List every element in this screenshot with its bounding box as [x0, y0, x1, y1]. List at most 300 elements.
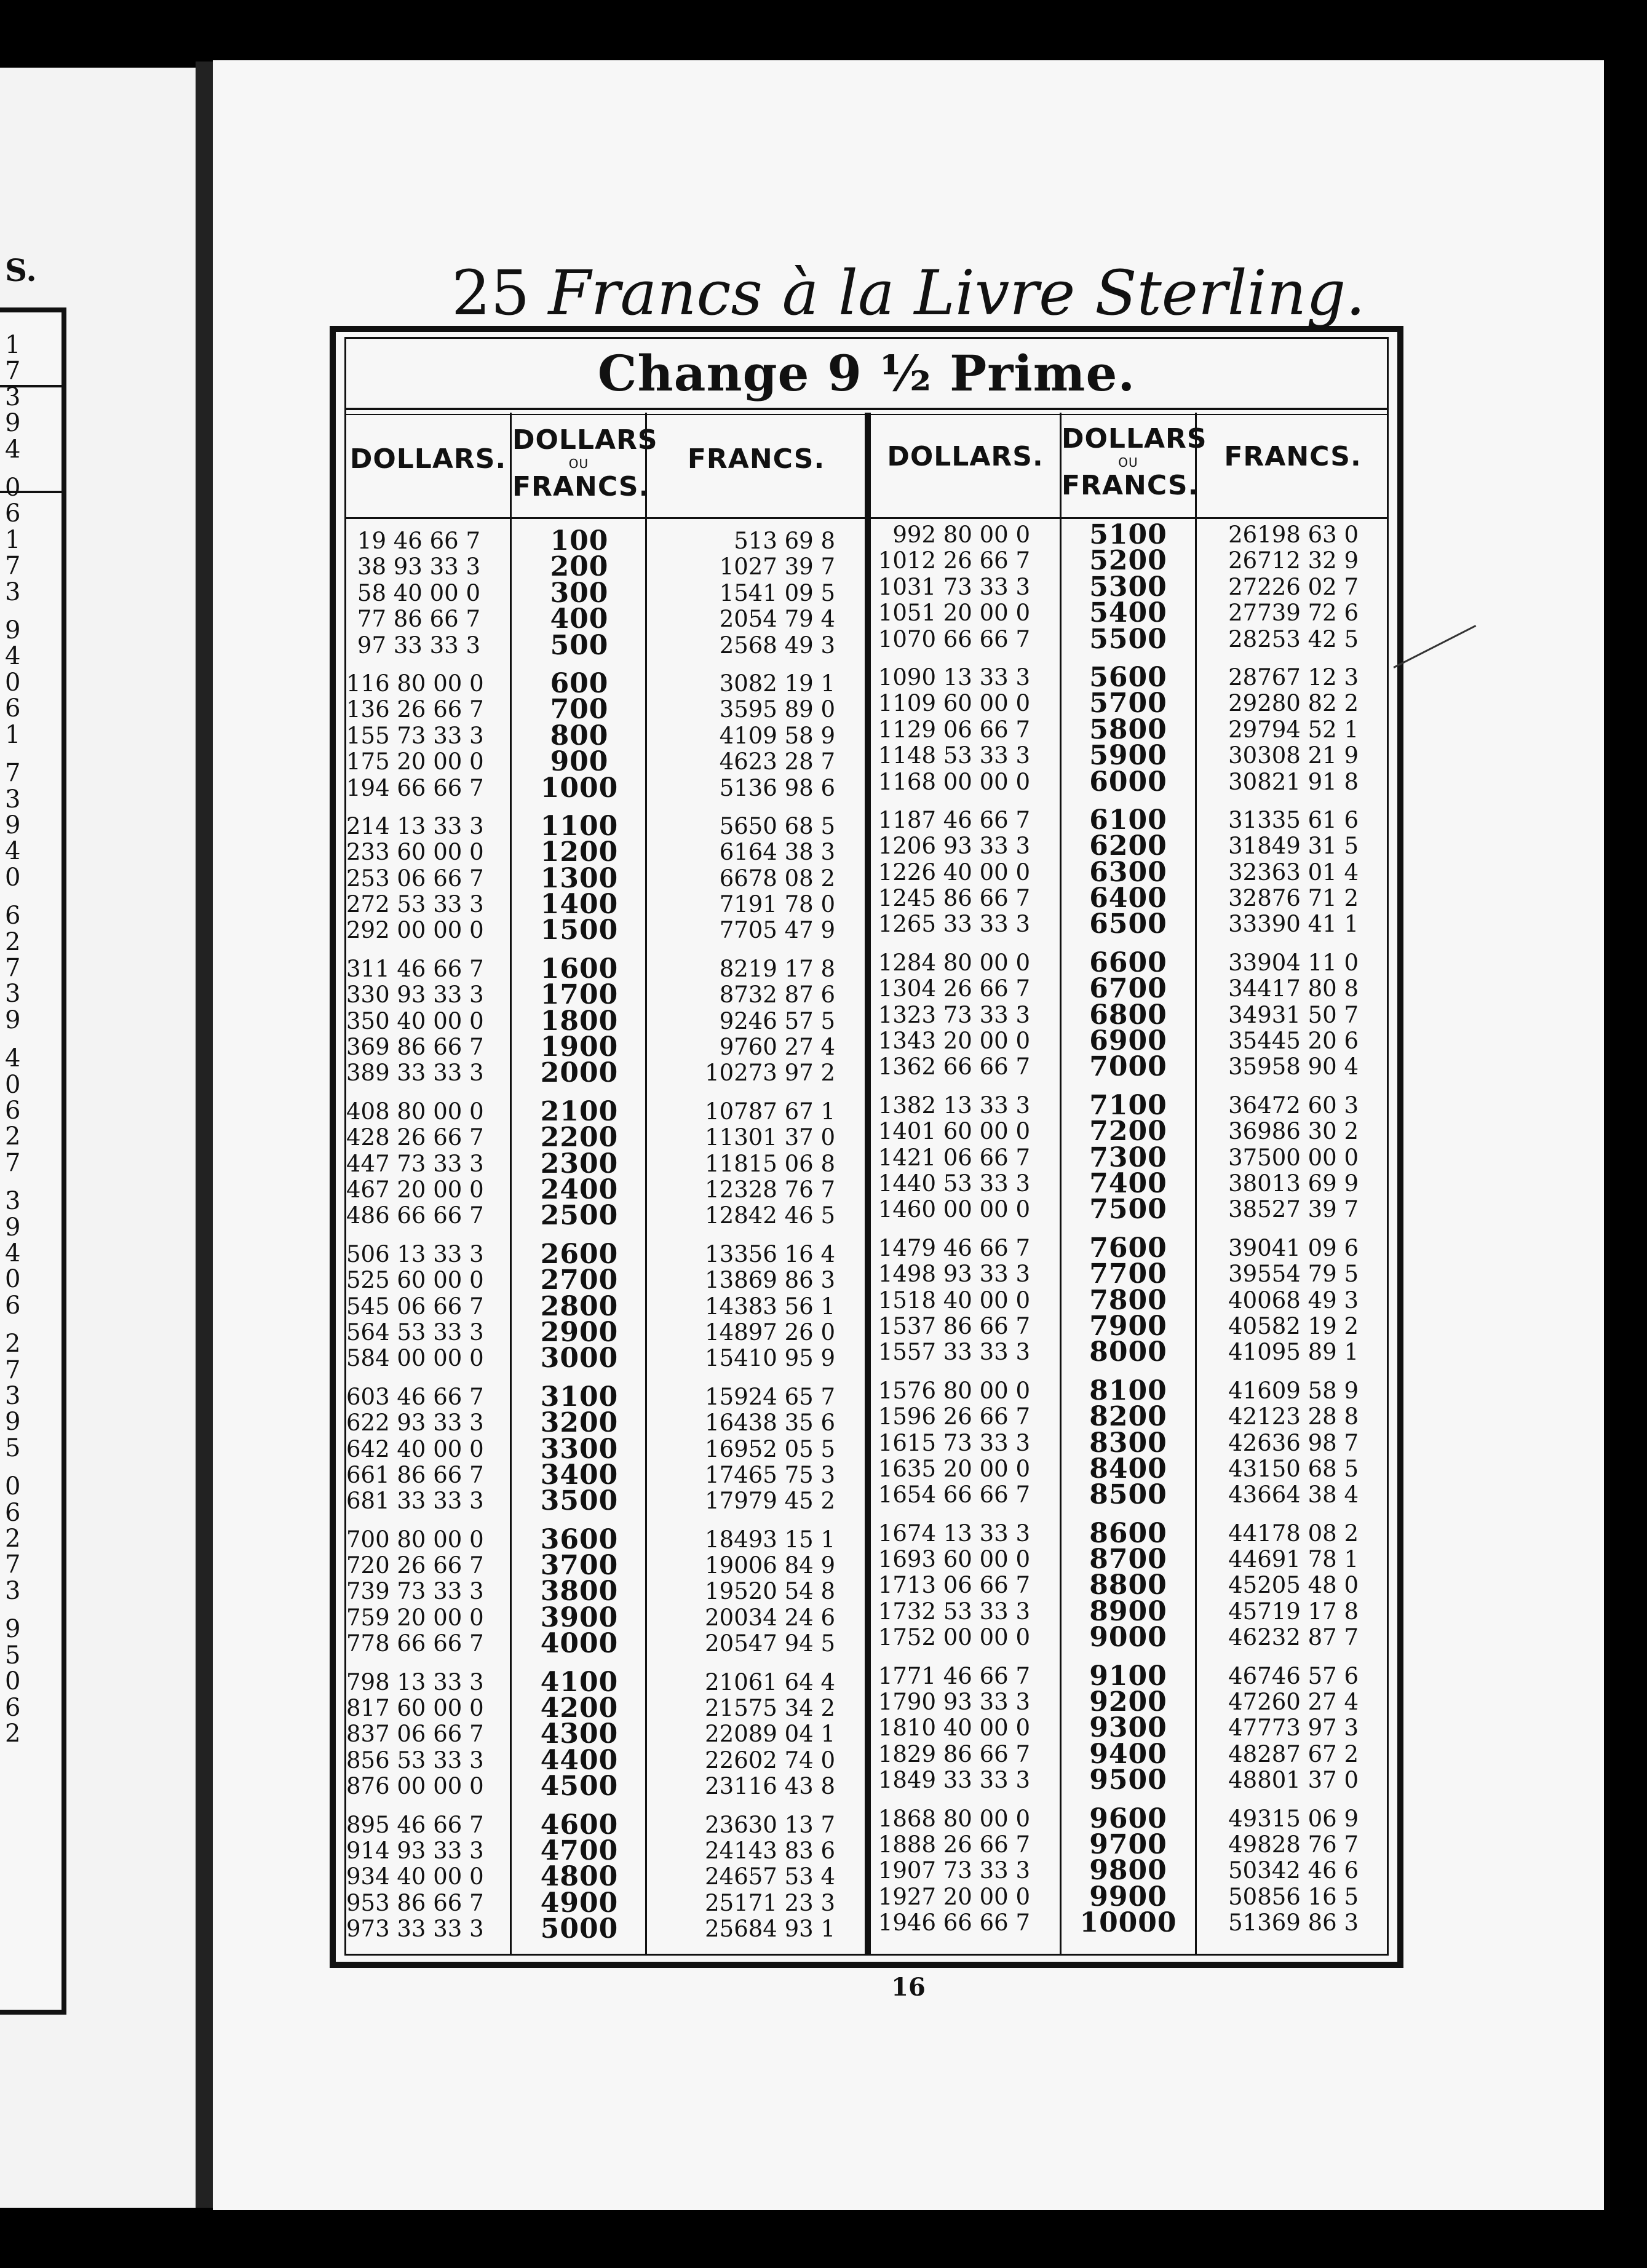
table-cell: 3900 [540, 1601, 619, 1633]
adjacent-digit: 4 [5, 1239, 21, 1267]
table-cell: 5800 [1089, 713, 1167, 745]
table-cell: 17465 75 3 [705, 1461, 835, 1488]
table-cell: 4300 [540, 1718, 619, 1750]
table-cell: 1300 [540, 862, 619, 894]
table-cell: 9900 [1089, 1881, 1167, 1913]
table-cell: 27739 72 6 [1228, 600, 1359, 627]
table-cell: 1800 [540, 1005, 619, 1037]
table-cell: 1129 06 66 7 [878, 716, 1030, 743]
adjacent-digit: 2 [5, 1719, 21, 1748]
table-cell: 19006 84 9 [705, 1552, 835, 1579]
table-cell: 4900 [540, 1887, 619, 1919]
table-cell: 400 [550, 603, 609, 635]
table-cell: 1576 80 00 0 [878, 1377, 1030, 1404]
table-cell: 12328 76 7 [705, 1176, 835, 1203]
table-cell: 23630 13 7 [705, 1811, 835, 1838]
row-group [346, 671, 495, 801]
adjacent-digit: 7 [5, 357, 21, 386]
table-cell: 44178 08 2 [1228, 1520, 1359, 1547]
table-cell: 1713 06 66 7 [878, 1572, 1030, 1599]
page-title [213, 257, 1604, 329]
table-cell: 1927 20 00 0 [878, 1883, 1030, 1910]
table-cell: 6900 [1089, 1025, 1167, 1057]
table-cell: 7700 [1089, 1258, 1167, 1290]
table-cell: 1500 [540, 914, 619, 946]
table-cell: 214 13 33 3 [346, 812, 484, 839]
header-francs-bottom: FRANCS. [512, 471, 650, 502]
row-group [871, 807, 1045, 938]
adjacent-digit: 3 [5, 785, 21, 814]
table-cell: 6000 [1089, 766, 1167, 798]
column-header-francs-right: FRANCS. [1224, 441, 1362, 472]
table-cell: 2600 [540, 1238, 619, 1270]
row-group [871, 950, 1045, 1080]
table-cell: 1168 00 00 0 [878, 768, 1030, 795]
table-cell: 17979 45 2 [705, 1488, 835, 1515]
table-cell: 253 06 66 7 [346, 865, 484, 892]
adjacent-digit: 0 [5, 1472, 21, 1501]
adjacent-digit: 3 [5, 577, 21, 606]
adjacent-digit: 0 [5, 1265, 21, 1294]
table-cell: 5136 98 6 [719, 774, 835, 801]
table-cell: 2054 79 4 [719, 606, 835, 633]
table-cell: 155 73 33 3 [346, 722, 484, 749]
table-cell: 26198 63 0 [1228, 521, 1359, 548]
table-cell: 1541 09 5 [719, 579, 835, 606]
table-cell: 4400 [540, 1744, 619, 1776]
table-cell: 21061 64 4 [705, 1668, 835, 1695]
row-group [1062, 1660, 1195, 1796]
table-cell: 408 80 00 0 [346, 1098, 484, 1125]
table-cell: 856 53 33 3 [346, 1747, 484, 1774]
table-cell: 9300 [1089, 1712, 1167, 1744]
table-cell: 513 69 8 [734, 528, 835, 554]
table-cell: 1810 40 00 0 [878, 1715, 1030, 1742]
adjacent-digit: 6 [5, 1693, 21, 1722]
table-cell: 6300 [1089, 856, 1167, 888]
column-header-francs-left: FRANCS. [687, 443, 825, 475]
book-spine [196, 61, 213, 2208]
table-cell: 1752 00 00 0 [878, 1624, 1030, 1651]
table-cell: 9000 [1089, 1622, 1167, 1654]
table-cell: 564 53 33 3 [346, 1318, 484, 1346]
adjacent-digit: 3 [5, 1382, 21, 1411]
table-cell: 34417 80 8 [1228, 975, 1359, 1002]
adjacent-digit: 9 [5, 616, 21, 645]
row-group [648, 671, 850, 801]
table-cell: 18493 15 1 [705, 1526, 835, 1553]
table-cell: 27226 02 7 [1228, 573, 1359, 600]
table-cell: 47773 97 3 [1228, 1715, 1359, 1742]
table-cell: 1907 73 33 3 [878, 1857, 1030, 1884]
table-cell: 49828 76 7 [1228, 1831, 1359, 1858]
table-cell: 43664 38 4 [1228, 1481, 1359, 1509]
table-cell: 38013 69 9 [1228, 1170, 1359, 1197]
adjacent-digit: 6 [5, 1291, 21, 1320]
table-cell: 1888 26 66 7 [878, 1831, 1030, 1858]
adjacent-digit: 3 [5, 980, 21, 1009]
table-cell: 5200 [1089, 545, 1167, 577]
table-cell: 30821 91 8 [1228, 768, 1359, 795]
row-group [1197, 1806, 1373, 1937]
adjacent-digit: 5 [5, 1641, 21, 1670]
table-cell: 10000 [1079, 1907, 1177, 1939]
table-cell: 350 40 00 0 [346, 1007, 484, 1034]
exchange-table [330, 326, 1403, 1968]
adjacent-digit: 9 [5, 409, 21, 438]
row-group [346, 528, 495, 659]
table-cell: 31849 31 5 [1228, 833, 1359, 860]
table-cell: 681 33 33 3 [346, 1488, 484, 1515]
dollars-ou-francs-column [1062, 519, 1195, 1949]
table-cell: 2800 [540, 1290, 619, 1322]
table-cell: 4800 [540, 1861, 619, 1893]
adjacent-digit: 9 [5, 1005, 21, 1034]
adjacent-digit: 7 [5, 1550, 21, 1579]
table-cell: 37500 00 0 [1228, 1144, 1359, 1171]
adjacent-digit: 4 [5, 1044, 21, 1073]
table-cell: 1946 66 66 7 [878, 1909, 1030, 1937]
table-cell: 47260 27 4 [1228, 1689, 1359, 1716]
table-cell: 23116 43 8 [705, 1773, 835, 1800]
table-cell: 272 53 33 3 [346, 891, 484, 918]
table-cell: 10273 97 2 [705, 1060, 835, 1087]
table-cell: 116 80 00 0 [346, 670, 484, 697]
table-cell: 19 46 66 7 [357, 528, 480, 554]
adjacent-digit: 9 [5, 1408, 21, 1437]
table-cell: 1090 13 33 3 [878, 664, 1030, 691]
table-cell: 3000 [540, 1342, 619, 1374]
table-cell: 8300 [1089, 1427, 1167, 1459]
table-cell: 1829 86 66 7 [878, 1740, 1030, 1767]
table-cell: 6100 [1089, 804, 1167, 836]
table-cell: 7705 47 9 [719, 917, 835, 944]
table-cell: 6600 [1089, 946, 1167, 978]
row-group [514, 525, 645, 661]
table-cell: 25171 23 3 [705, 1889, 835, 1916]
row-group [514, 810, 645, 946]
adjacent-digit: 1 [5, 525, 21, 554]
table-cell: 175 20 00 0 [346, 748, 484, 775]
table-cell: 1479 46 66 7 [878, 1234, 1030, 1261]
column-header-dollars-left: DOLLARS. [349, 443, 507, 475]
row-group [1062, 661, 1195, 798]
table-cell: 4109 58 9 [719, 722, 835, 749]
table-cell: 389 33 33 3 [346, 1060, 484, 1087]
adjacent-digit: 6 [5, 1498, 21, 1527]
table-cell: 1868 80 00 0 [878, 1805, 1030, 1832]
table-cell: 20034 24 6 [705, 1604, 835, 1631]
adjacent-digit: 2 [5, 1525, 21, 1553]
table-cell: 1518 40 00 0 [878, 1287, 1030, 1314]
table-cell: 9760 27 4 [719, 1034, 835, 1061]
table-cell: 7600 [1089, 1232, 1167, 1264]
row-group [648, 814, 850, 944]
table-cell: 3700 [540, 1550, 619, 1582]
adjacent-digit: 9 [5, 811, 21, 839]
adjacent-digit: 4 [5, 642, 21, 671]
adjacent-page-digits [5, 332, 30, 1759]
table-cell: 32876 71 2 [1228, 885, 1359, 912]
row-group [514, 667, 645, 804]
table-cell: 5900 [1089, 740, 1167, 772]
page-number: 16 [891, 1973, 926, 2002]
table-cell: 48287 67 2 [1228, 1740, 1359, 1767]
table-cell: 1187 46 66 7 [878, 806, 1030, 833]
table-cell: 5000 [540, 1913, 619, 1945]
table-cell: 661 86 66 7 [346, 1461, 484, 1488]
adjacent-digit: 1 [5, 331, 21, 359]
table-cell: 8800 [1089, 1569, 1167, 1601]
row-group [648, 1527, 850, 1657]
francs-column [648, 528, 850, 1955]
adjacent-digit: 6 [5, 1096, 21, 1125]
table-cell: 40068 49 3 [1228, 1287, 1359, 1314]
table-cell: 700 [550, 694, 609, 726]
table-cell: 49315 06 9 [1228, 1805, 1359, 1832]
table-cell: 48801 37 0 [1228, 1767, 1359, 1794]
row-group [346, 1242, 495, 1372]
table-cell: 8900 [1089, 1595, 1167, 1627]
adjacent-digit: 2 [5, 1330, 21, 1358]
row-group [648, 1242, 850, 1372]
table-cell: 200 [550, 551, 609, 583]
table-cell: 2700 [540, 1264, 619, 1296]
table-cell: 428 26 66 7 [346, 1124, 484, 1151]
table-cell: 1674 13 33 3 [878, 1520, 1030, 1547]
row-group [1197, 1378, 1373, 1509]
dollars-column [346, 528, 495, 1955]
table-cell: 40582 19 2 [1228, 1312, 1359, 1339]
table-cell: 6200 [1089, 830, 1167, 862]
adjacent-digit: 6 [5, 694, 21, 723]
table-cell: 36472 60 3 [1228, 1092, 1359, 1119]
row-group [1062, 1802, 1195, 1939]
table-cell: 2000 [540, 1057, 619, 1089]
table-cell: 15410 95 9 [705, 1345, 835, 1372]
table-cell: 7100 [1089, 1089, 1167, 1121]
table-cell: 7200 [1089, 1116, 1167, 1148]
table-cell: 6800 [1089, 999, 1167, 1031]
table-cell: 5100 [1089, 519, 1167, 550]
adjacent-digit: 0 [5, 863, 21, 892]
table-cell: 837 06 66 7 [346, 1721, 484, 1748]
adjacent-digit: 7 [5, 1355, 21, 1384]
row-group [1062, 1232, 1195, 1368]
table-cell: 4600 [540, 1809, 619, 1841]
table-cell: 1226 40 00 0 [878, 858, 1030, 886]
row-group [648, 1384, 850, 1515]
row-group [871, 1235, 1045, 1366]
row-group [871, 1663, 1045, 1794]
table-cell: 1401 60 00 0 [878, 1118, 1030, 1145]
table-cell: 24143 83 6 [705, 1837, 835, 1864]
table-cell: 1537 86 66 7 [878, 1312, 1030, 1339]
table-cell: 600 [550, 667, 609, 699]
column-header-dollars-right: DOLLARS. [887, 441, 1044, 472]
table-cell: 4700 [540, 1834, 619, 1866]
row-group [346, 1099, 495, 1229]
row-group [1062, 804, 1195, 940]
table-cell: 9246 57 5 [719, 1007, 835, 1034]
row-group [346, 1384, 495, 1515]
table-cell: 28253 42 5 [1228, 625, 1359, 652]
row-group [514, 1381, 645, 1517]
table-cell: 5300 [1089, 571, 1167, 603]
table-cell: 3082 19 1 [719, 670, 835, 697]
table-cell: 3100 [540, 1381, 619, 1413]
table-cell: 45205 48 0 [1228, 1572, 1359, 1599]
table-cell: 1265 33 33 3 [878, 911, 1030, 938]
adjacent-digit: 2 [5, 927, 21, 956]
table-cell: 16438 35 6 [705, 1410, 835, 1437]
table-cell: 4000 [540, 1628, 619, 1660]
row-group [1197, 1235, 1373, 1366]
row-group [346, 1527, 495, 1657]
table-cell: 58 40 00 0 [357, 579, 480, 606]
table-cell: 992 80 00 0 [892, 521, 1030, 548]
table-cell: 8600 [1089, 1517, 1167, 1549]
table-cell: 41095 89 1 [1228, 1339, 1359, 1366]
table-cell: 953 86 66 7 [346, 1889, 484, 1916]
table-cell: 9400 [1089, 1738, 1167, 1770]
table-cell: 43150 68 5 [1228, 1455, 1359, 1482]
table-cell: 51369 86 3 [1228, 1909, 1359, 1937]
table-cell: 35445 20 6 [1228, 1028, 1359, 1055]
table-cell: 15924 65 7 [705, 1383, 835, 1410]
table-cell: 1051 20 00 0 [878, 600, 1030, 627]
table-cell: 7000 [1089, 1051, 1167, 1083]
table-cell: 3500 [540, 1485, 619, 1517]
row-group [1062, 519, 1195, 655]
table-cell: 6678 08 2 [719, 865, 835, 892]
table-cell: 38527 39 7 [1228, 1196, 1359, 1223]
table-cell: 642 40 00 0 [346, 1435, 484, 1462]
row-group [514, 1523, 645, 1660]
row-group [871, 1806, 1045, 1937]
table-cell: 14383 56 1 [705, 1293, 835, 1320]
row-group [871, 1093, 1045, 1223]
row-group [514, 1666, 645, 1802]
table-cell: 486 66 66 7 [346, 1202, 484, 1229]
table-cell: 44691 78 1 [1228, 1546, 1359, 1573]
row-group [514, 1238, 645, 1374]
table-cell: 1284 80 00 0 [878, 949, 1030, 976]
table-cell: 25684 93 1 [705, 1916, 835, 1943]
table-cell: 2100 [540, 1095, 619, 1127]
table-cell: 136 26 66 7 [346, 696, 484, 723]
table-cell: 7500 [1089, 1194, 1167, 1226]
table-cell: 4200 [540, 1692, 619, 1724]
row-group [1062, 1089, 1195, 1226]
table-cell: 29794 52 1 [1228, 716, 1359, 743]
table-cell: 934 40 00 0 [346, 1863, 484, 1890]
table-cell: 9200 [1089, 1686, 1167, 1718]
table-cell: 2900 [540, 1316, 619, 1348]
table-cell: 16952 05 5 [705, 1435, 835, 1462]
table-cell: 1027 39 7 [719, 553, 835, 581]
table-cell: 38 93 33 3 [357, 553, 480, 581]
table-cell: 46232 87 7 [1228, 1624, 1359, 1651]
row-group [1062, 1374, 1195, 1511]
table-cell: 100 [550, 525, 609, 557]
table-cell: 5600 [1089, 661, 1167, 693]
adjacent-digit: 3 [5, 1576, 21, 1605]
dollars-ou-francs-column [514, 525, 645, 1955]
table-cell: 1771 46 66 7 [878, 1662, 1030, 1689]
row-group [514, 953, 645, 1089]
table-cell: 9800 [1089, 1855, 1167, 1887]
table-cell: 2400 [540, 1173, 619, 1205]
table-cell: 8000 [1089, 1336, 1167, 1368]
table-cell: 1700 [540, 979, 619, 1011]
table-cell: 19520 54 8 [705, 1578, 835, 1605]
table-cell: 2200 [540, 1122, 619, 1154]
table-cell: 2568 49 3 [719, 632, 835, 659]
table-cell: 3600 [540, 1523, 619, 1555]
column-header-dollars-ou-francs-left [512, 424, 658, 502]
table-cell: 13869 86 3 [705, 1267, 835, 1294]
table-cell: 500 [550, 629, 609, 661]
table-cell: 46746 57 6 [1228, 1662, 1359, 1689]
adjacent-digit: 9 [5, 1615, 21, 1644]
table-cell: 50856 16 5 [1228, 1883, 1359, 1910]
table-cell: 800 [550, 720, 609, 751]
table-cell: 5700 [1089, 688, 1167, 720]
table-cell: 11301 37 0 [705, 1124, 835, 1151]
table-cell: 622 93 33 3 [346, 1410, 484, 1437]
adjacent-digit: 3 [5, 1187, 21, 1216]
adjacent-digit: 6 [5, 499, 21, 528]
table-cell: 584 00 00 0 [346, 1345, 484, 1372]
table-cell: 1400 [540, 889, 619, 921]
table-cell: 467 20 00 0 [346, 1176, 484, 1203]
table-cell: 1790 93 33 3 [878, 1689, 1030, 1716]
table-cell: 3300 [540, 1433, 619, 1465]
row-group [648, 1812, 850, 1943]
table-cell: 50342 46 6 [1228, 1857, 1359, 1884]
table-cell: 33904 11 0 [1228, 949, 1359, 976]
row-group [346, 1670, 495, 1800]
column-divider [510, 413, 512, 1954]
table-cell: 1382 13 33 3 [878, 1092, 1030, 1119]
adjacent-digit: 2 [5, 1122, 21, 1151]
adjacent-digit: 7 [5, 552, 21, 581]
table-cell: 330 93 33 3 [346, 981, 484, 1009]
row-group [648, 528, 850, 659]
exchange-table-inner [344, 337, 1389, 1956]
row-group [1062, 1517, 1195, 1654]
table-cell: 876 00 00 0 [346, 1773, 484, 1800]
column-header-dollars-ou-francs-right [1062, 423, 1207, 501]
table-cell: 233 60 00 0 [346, 839, 484, 866]
table-cell: 1200 [540, 836, 619, 868]
header-dollars-top: DOLLARS [1062, 423, 1207, 454]
adjacent-page [0, 68, 203, 2208]
center-divider [865, 413, 871, 1954]
table-cell: 311 46 66 7 [346, 955, 484, 982]
table-cell: 2300 [540, 1148, 619, 1180]
adjacent-page-heading: S. [5, 252, 37, 288]
table-cell: 1849 33 33 3 [878, 1767, 1030, 1794]
table-cell: 194 66 66 7 [346, 774, 484, 801]
header-francs-bottom: FRANCS. [1062, 470, 1199, 501]
table-cell: 1421 06 66 7 [878, 1144, 1030, 1171]
table-cell: 3800 [540, 1576, 619, 1608]
table-cell: 7800 [1089, 1284, 1167, 1316]
table-cell: 8400 [1089, 1453, 1167, 1485]
table-cell: 28767 12 3 [1228, 664, 1359, 691]
